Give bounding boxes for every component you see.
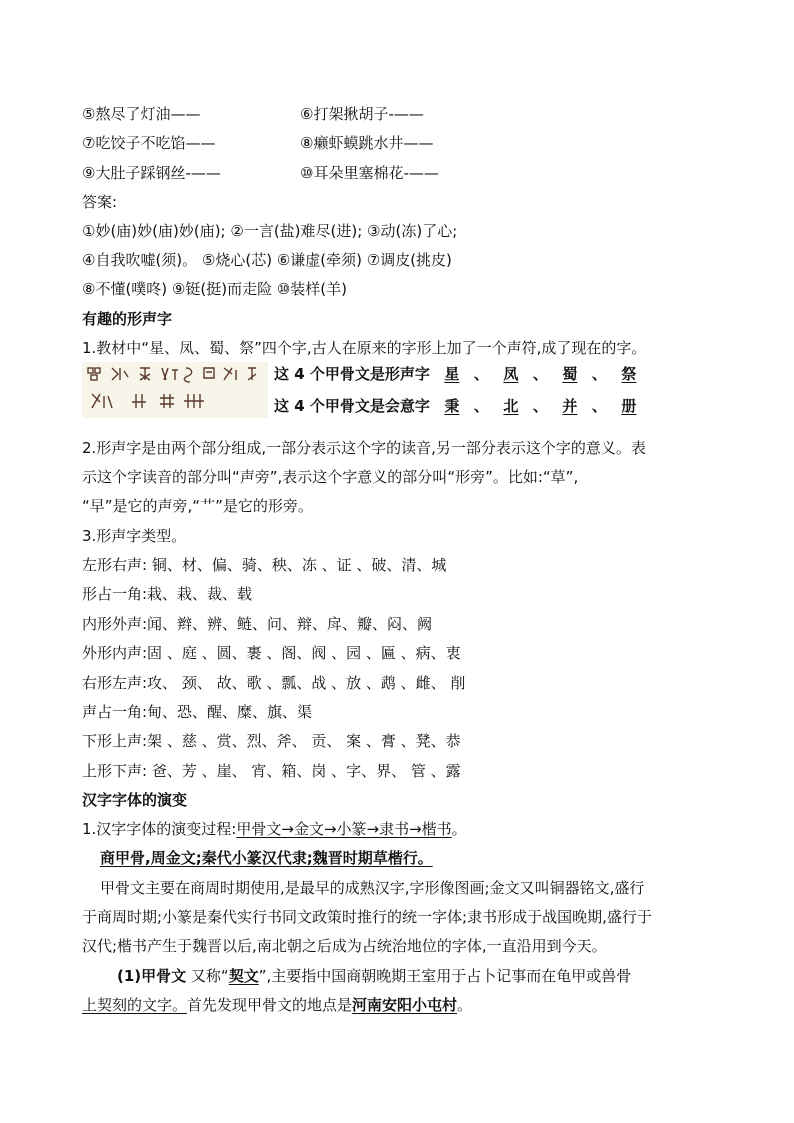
riddle-6: ⑥打架揪胡子-—— [300,105,424,123]
separator: 、 [532,397,548,415]
riddle-7: ⑦吃饺子不吃馅—— [82,134,216,152]
period: 。 [457,996,473,1014]
oracle-bone-label: (1)甲骨文 [117,967,187,985]
blank-phono-2: 凤 [503,365,519,383]
type-row: 形占一角:栽、栽、裁、载 [82,585,253,603]
type-row: 下形上声:架 、慈 、赏、烈、斧、 贡、 案 、膏 、凳、恭 [82,732,461,750]
section2-p3-line3: 汉代;楷书产生于魏晋以后,南北朝之后成为占统治地位的字体,一直沿用到今天。 [82,937,607,955]
type-row: 上形下声: 爸、芳 、崖、 宵、箱、岗 、字、界、 管 、露 [82,762,461,780]
section1-p2-line3: “早”是它的声旁,“艹”是它的形旁。 [82,497,313,515]
riddle-10: ⑩耳朵里塞棉花-—— [300,164,439,182]
type-row: 声占一角:甸、恐、醒、糜、旗、渠 [82,703,313,721]
text: ”,主要指中国商朝晚期王室用于占卜记事而在龟甲或兽骨 [258,967,632,985]
type-row: 左形右声: 铜、材、偏、骑、秧、冻 、证 、破、清、城 [82,556,447,574]
blank-phono-4: 祭 [621,365,637,383]
text: 首先发现甲骨文的地点是 [187,996,353,1014]
section1-p3: 3.形声字类型。 [82,527,187,545]
discovery-place: 河南安阳小屯村 [352,996,458,1014]
blank-phono-3: 蜀 [562,365,578,383]
type-row: 内形外声:闻、辫、辨、鲢、问、辩、戽、瓣、闷、阙 [82,615,433,633]
evolution-chain: 甲骨文→金文→小篆→隶书→楷书 [236,820,452,838]
phonosemantic-answer-line [274,364,651,384]
separator: 、 [473,365,489,383]
separator: 、 [591,365,607,383]
blank-phono-1: 星 [444,365,460,383]
ideographic-answer-line [274,396,651,416]
separator: 、 [532,365,548,383]
period: 。 [451,820,467,838]
text: 上契刻的文字。 [82,996,188,1014]
oracle-glyphs-drawing [82,362,268,418]
section2-p1 [82,819,467,839]
ideographic-prefix: 这 4 个甲骨文是会意字 [274,397,430,415]
section2-p3-line1: 甲骨文主要在商周时期使用,是最早的成熟汉字,字形像图画;金文又叫铜器铭文,盛行 [100,879,645,897]
blank-ideo-4: 册 [621,397,637,415]
section2-p4-line1 [117,966,631,986]
answers-line-3: ⑧不懂(噗咚) ⑨铤(挺)而走险 ⑩装样(羊) [82,280,347,298]
evolution-prefix: 1.汉字字体的演变过程: [82,820,237,838]
section1-p2-line1: 2.形声字是由两个部分组成,一部分表示这个字的读音,另一部分表示这个字的意义。表 [82,439,646,457]
type-row: 右形左声:攻、 颈、 故、歌 、瓢、战 、放 、鹉 、雌、 削 [82,674,466,692]
riddle-8: ⑧癞虾蟆跳水井—— [300,134,434,152]
answers-line-2: ④自我吹嘘(须)。 ⑤烧心(芯) ⑥谦虚(牵须) ⑦调皮(挑皮) [82,251,452,269]
blank-ideo-2: 北 [503,397,519,415]
phonosemantic-prefix: 这 4 个甲骨文是形声字 [274,365,430,383]
section-heading-evolution: 汉字字体的演变 [82,791,188,809]
section-heading-phono: 有趣的形声字 [82,310,173,328]
text: 又称“ [186,967,229,985]
type-row: 外形内声:固 、庭 、圆、裹 、阁、阀 、园 、匾 、病、衷 [82,644,461,662]
section2-p4-line2 [82,995,472,1015]
separator: 、 [473,397,489,415]
blank-ideo-1: 秉 [444,397,460,415]
oracle-bone-script-image [82,362,268,418]
section2-mnemonic: 商甲骨,周金文;秦代小篆汉代隶;魏晋时期草楷行。 [100,849,433,867]
answers-line-1: ①妙(庙)妙(庙)妙(庙); ②一言(盐)难尽(进); ③动(冻)了心; [82,222,458,240]
section1-p1: 1.教材中“星、凤、蜀、祭”四个字,古人在原来的字形上加了一个声符,成了现在的字。 [82,339,647,357]
blank-ideo-3: 并 [562,397,578,415]
qiwen-term: 契文 [228,967,259,985]
separator: 、 [591,397,607,415]
section1-p2-line2: 示这个字读音的部分叫“声旁”,表示这个字意义的部分叫“形旁”。比如:“草”, [82,468,579,486]
answers-label: 答案: [82,193,118,211]
section2-p3-line2: 于商周时期;小篆是秦代实行书同文政策时推行的统一字体;隶书形成于战国晚期,盛行于 [82,908,652,926]
riddle-9: ⑨大肚子踩钢丝-—— [82,164,221,182]
riddle-5: ⑤熬尽了灯油—— [82,105,201,123]
